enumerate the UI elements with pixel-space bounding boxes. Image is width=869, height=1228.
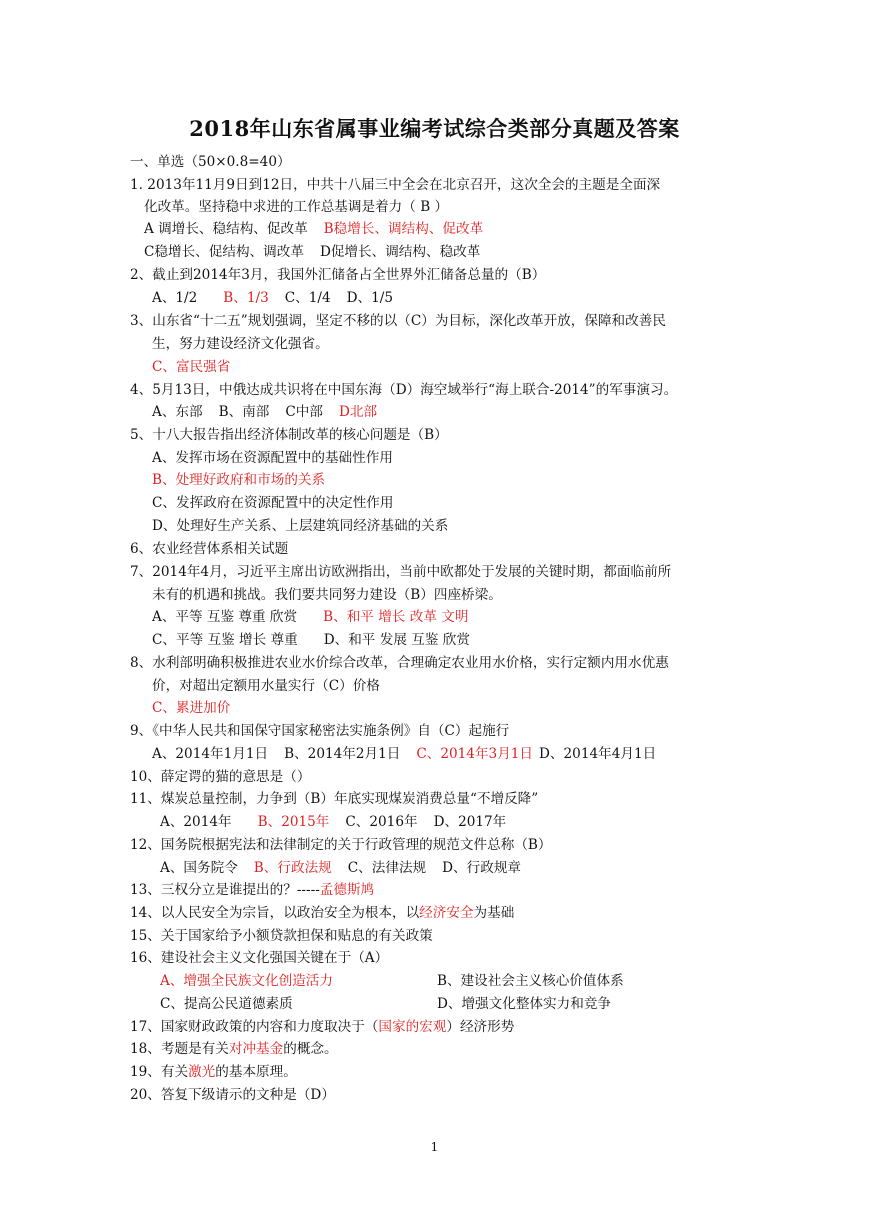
option-d: D、2017年 [433, 814, 507, 830]
question-14-line [130, 903, 514, 923]
option-a: A、2014年1月1日 [152, 746, 269, 762]
question-2-options [152, 288, 393, 308]
question-1-options-row-1 [144, 219, 483, 239]
option-b: B、南部 [218, 404, 270, 420]
option-c: C、2016年 [345, 814, 418, 830]
option-d: D促增长、调结构、稳改革 [319, 244, 481, 260]
option-c: C、1/4 [284, 290, 331, 306]
question-16-option-c: C、提高公民道德素质 [160, 996, 293, 1012]
question-4-line-1: 4、5月13日，中俄达成共识将在中国东海（D）海空域举行“海上联合-2014”的军事演习。 [130, 382, 678, 398]
question-8-line-1: 8、水利部明确积极推进农业水价综合改革，合理确定农业用水价格，实行定额内用水优惠 [130, 655, 669, 671]
question-17-answer: 国家的宏观 [378, 1019, 447, 1035]
option-c: C稳增长、促结构、调改革 [144, 244, 304, 260]
answer-option-b: B、和平 增长 改革 文明 [323, 609, 469, 625]
option-c: C、法律法规 [347, 860, 427, 876]
question-20-line-1: 20、答复下级请示的文种是（D） [130, 1087, 335, 1103]
question-18-text: 18、考题是有关 [130, 1041, 229, 1057]
question-14-text: 14、以人民安全为宗旨，以政治安全为根本，以 [130, 905, 420, 921]
question-3-line-2: 生，努力建设经济文化强省。 [152, 336, 329, 352]
option-d: D、和平 发展 互鉴 欣赏 [323, 632, 470, 648]
question-11-options [160, 812, 506, 832]
question-12-line-1: 12、国务院根据宪法和法律制定的关于行政管理的规范文件总称（B） [130, 837, 552, 853]
question-7-line-2: 未有的机遇和挑战。我们要共同努力建设（B）四座桥梁。 [152, 587, 502, 603]
question-5-answer-option-b: B、处理好政府和市场的关系 [152, 472, 326, 488]
question-16-line-1: 16、建设社会主义文化强国关键在于（A） [130, 950, 389, 966]
question-5-line-1: 5、十八大报告指出经济体制改革的核心问题是（B） [130, 427, 448, 443]
question-5-option-c: C、发挥政府在资源配置中的决定性作用 [152, 495, 394, 511]
question-19-text: 19、有关 [130, 1064, 189, 1080]
question-9-options [152, 744, 656, 764]
question-18-text-end: 的概念。 [283, 1041, 338, 1057]
question-5-option-d: D、处理好生产关系、上层建筑同经济基础的关系 [152, 518, 449, 534]
page-title: 2018年山东省属事业编考试综合类部分真题及答案 [189, 116, 680, 141]
option-a: A 调增长、稳结构、促改革 [144, 221, 308, 237]
answer-option-c: C、2014年3月1日 [416, 746, 534, 762]
question-13-line [130, 880, 374, 900]
question-15-line-1: 15、关于国家给予小额贷款担保和贴息的有关政策 [130, 928, 433, 944]
question-17-text: 17、国家财政政策的内容和力度取决于（ [130, 1019, 379, 1035]
option-c: C中部 [285, 404, 323, 420]
option-d: D、行政规章 [442, 860, 522, 876]
question-16-answer-option-a: A、增强全民族文化创造活力 [160, 973, 333, 989]
option-a: A、1/2 [152, 290, 198, 306]
option-a: A、2014年 [160, 814, 232, 830]
option-a: A、东部 [152, 404, 203, 420]
question-16-option-d: D、增强文化整体实力和竞争 [437, 996, 612, 1012]
question-10-line-1: 10、薛定谔的猫的意思是（） [130, 769, 311, 785]
option-a: A、国务院令 [160, 860, 238, 876]
question-7-options-row-2 [152, 630, 470, 650]
question-19-line [130, 1062, 297, 1082]
answer-option-b: B稳增长、调结构、促改革 [323, 221, 484, 237]
option-d: D、1/5 [346, 290, 394, 306]
answer-option-d: D北部 [338, 404, 378, 420]
question-11-line-1: 11、煤炭总量控制，力争到（B）年底实现煤炭消费总量“不增反降” [130, 791, 539, 807]
question-1-line-2: 化改革。坚持稳中求进的工作总基调是着力（ B ） [144, 199, 449, 215]
question-1-line-1: 1. 2013年11月9日到12日，中共十八届三中全会在北京召开，这次全会的主题是全面深 [130, 177, 661, 193]
question-3-line-1: 3、山东省“十二五”规划强调，坚定不移的以（C）为目标，深化改革开放，保障和改善民 [130, 313, 666, 329]
section-heading: 一、单选（50×0.8=40） [130, 154, 291, 170]
question-14-answer: 经济安全 [419, 905, 474, 921]
question-17-text-end: ）经济形势 [446, 1019, 515, 1035]
option-b: B、2014年2月1日 [284, 746, 401, 762]
question-5-option-a: A、发挥市场在资源配置中的基础性作用 [152, 450, 393, 466]
answer-option-b: B、2015年 [257, 814, 330, 830]
question-13-text: 13、三权分立是谁提出的？----- [130, 882, 320, 898]
question-6-line-1: 6、农业经营体系相关试题 [130, 541, 289, 557]
question-18-line [130, 1039, 338, 1059]
answer-option-b: B、行政法规 [253, 860, 332, 876]
option-d: D、2014年4月1日 [539, 746, 657, 762]
question-16-option-b: B、建设社会主义核心价值体系 [437, 973, 624, 989]
option-c: C、平等 互鉴 增长 尊重 [152, 632, 298, 648]
question-1-options-row-2 [144, 242, 480, 262]
question-7-line-1: 7、2014年4月，习近平主席出访欧洲指出，当前中欧都处于发展的关键时期，都面临前所 [130, 564, 672, 580]
question-9-line-1: 9、《中华人民共和国保守国家秘密法实施条例》自（C）起施行 [130, 723, 510, 739]
question-17-line [130, 1017, 514, 1037]
question-19-answer: 激光 [188, 1064, 216, 1080]
question-2-line-1: 2、截止到2014年3月，我国外汇储备占全世界外汇储备总量的（B） [130, 267, 546, 283]
question-12-options [160, 858, 521, 878]
question-8-line-2: 价，对超出定额用水量实行（C）价格 [152, 678, 380, 694]
option-a: A、平等 互鉴 尊重 欣赏 [152, 609, 298, 625]
question-18-answer: 对冲基金 [228, 1041, 284, 1057]
question-14-text-end: 为基础 [473, 905, 515, 921]
answer-option-b: B、1/3 [223, 290, 269, 306]
question-8-answer: C、累进加价 [152, 700, 231, 716]
question-19-text-end: 的基本原理。 [215, 1064, 297, 1080]
page-number: 1 [430, 1140, 439, 1154]
question-4-options [152, 402, 377, 422]
question-3-answer: C、富民强省 [152, 359, 231, 375]
question-13-answer: 孟德斯鸠 [319, 882, 375, 898]
question-7-options-row-1 [152, 607, 468, 627]
